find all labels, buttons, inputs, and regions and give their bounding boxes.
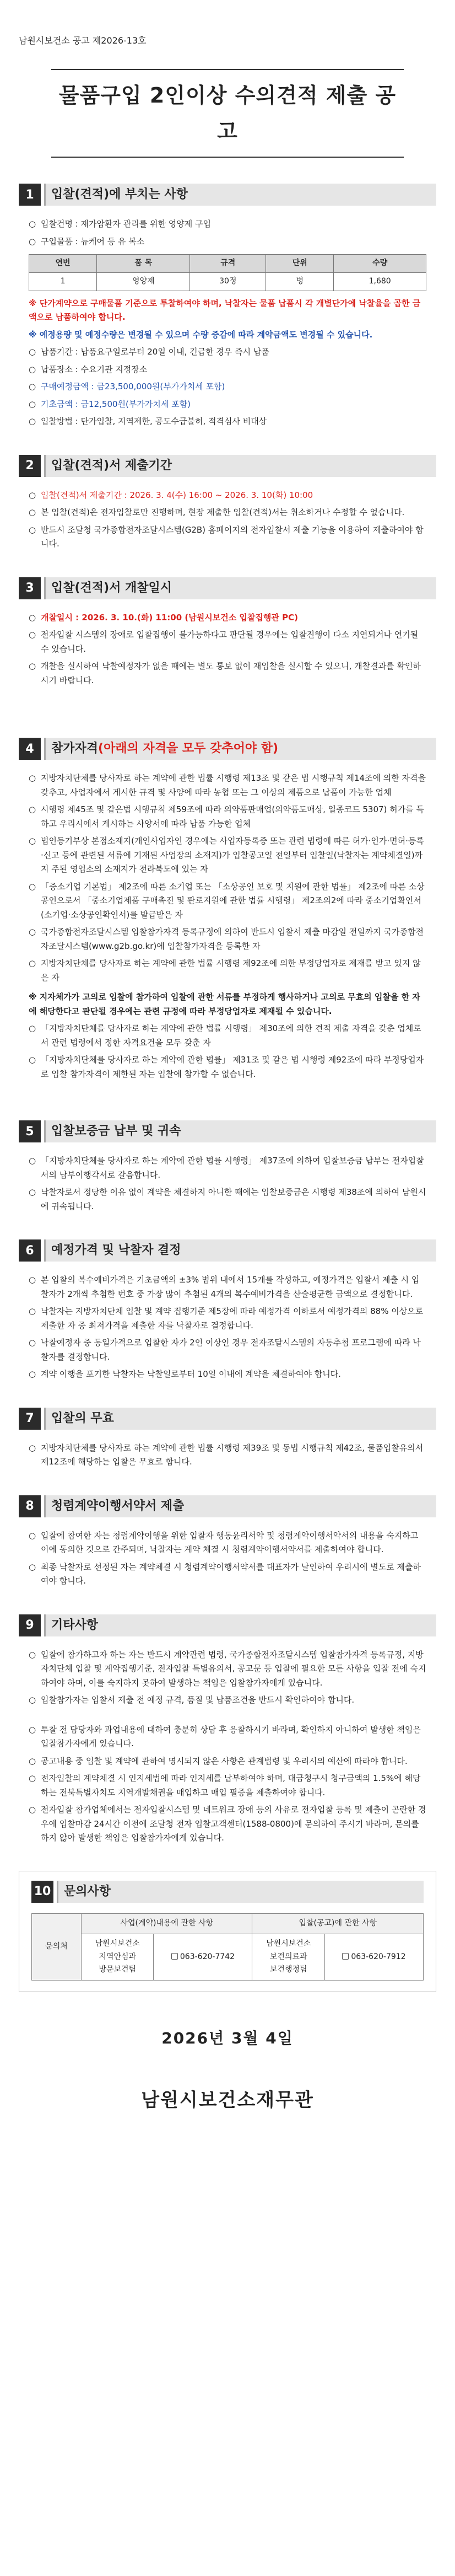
list-item: ○ 구매예정금액 : 금23,500,000원(부가가치세 포함) [29, 382, 225, 392]
section-number: 8 [19, 1495, 41, 1517]
section-title-note: (아래의 자격을 모두 갖추어야 함) [98, 742, 279, 756]
list-item: ○ 입찰(견적)서 제출기간 : 2026. 3. 4(수) 16:00 ~ 2026. 3. 10(화) 10:00 [29, 490, 313, 500]
list-item: ○ 개찰일시 : 2026. 3. 10.(화) 11:00 (남원시보건소 입찰집행관 PC) [29, 612, 298, 622]
section-4-body [19, 760, 436, 1081]
section-title: 입찰(견적)에 부치는 사항 [44, 184, 436, 206]
list-item: ○ 지방자치단체를 당사자로 하는 계약에 관한 법률 시행령 제39조 및 동법 시행규칙 제42조, 물품입찰유의서 제12조에 해당하는 입찰은 무효로 합니다. [29, 1442, 424, 1467]
contact-col2-dept: 남원시보건소 보건의료과 보건행정팀 [252, 1934, 324, 1980]
list-item: ○ 전자입찰의 계약체결 시 인지세법에 따라 인지세를 납부하여야 하며, 대금청구시 청구금액의 1.5%에 해당하는 전북특별자치도 지역개발채권을 매입하고 매입 필증을 제출하여야 합니다. [29, 1773, 421, 1797]
list-item: ○ 「지방자치단체를 당사자로 하는 계약에 관한 법률」 제31조 및 같은 법 시행령 제92조에 따라 부정당업자로 입찰 참가자격이 제한된 자는 입찰에 참가할 수 없습니다. [29, 1055, 424, 1079]
notice-number: 남원시보건소 공고 제2026-13호 [19, 35, 147, 46]
section-title: 문의사항 [57, 1881, 424, 1903]
list-item: ○ 계약 이행을 포기한 낙찰자는 낙찰일로부터 10일 이내에 계약을 체결하여야 합니다. [29, 1369, 341, 1380]
section-title [44, 738, 436, 760]
section-3-header [19, 577, 436, 600]
list-item: ○ 투찰 전 담당자와 과업내용에 대하여 충분히 상담 후 응찰하시기 바라며, 확인하지 아니하여 발생한 책임은 입찰참가자에게 있습니다. [29, 1724, 421, 1749]
section-9-body [19, 1637, 436, 1845]
list-item: ○ 입찰방법 : 단가입찰, 지역제한, 공도수급불허, 적격심사 비대상 [29, 416, 267, 427]
section-2-body [19, 477, 436, 551]
section-8-header [19, 1495, 436, 1518]
list-item: ○ 본 입찰(견적)은 전자입찰로만 진행하며, 현장 제출한 입찰(견적)서는 취소하거나 수정할 수 없습니다. [29, 507, 405, 518]
list-item: ○ 입찰참가자는 입찰서 제출 전 예정 규격, 품질 및 납품조건을 반드시 확인하여야 합니다. [29, 1695, 355, 1705]
list-item: ○ 기초금액 : 금12,500원(부가가치세 포함) [29, 399, 191, 409]
section-10-header [31, 1880, 424, 1903]
list-item: ○ 납품장소 : 수요기관 지정장소 [29, 364, 148, 374]
issuer-name: 남원시보건소재무관 [141, 2089, 314, 2111]
section-title: 청렴계약이행서약서 제출 [44, 1495, 436, 1517]
contact-col1-dept: 남원시보건소 지역안심과 방문보건팀 [82, 1934, 154, 1980]
list-item: ○ 낙찰자는 지방자치단체 입찰 및 계약 집행기준 제5장에 따라 예정가격 이하로서 예정가격의 88% 이상으로 제출한 자 중 최저가격을 제출한 자를 낙찰자로 결정합니다. [29, 1306, 424, 1330]
table-header-row: 연번 품 목 규격 단위 수량 [29, 255, 426, 273]
section-title: 입찰의 무효 [44, 1408, 436, 1430]
list-item: ○ 법인등기부상 본점소재지(개인사업자인 경우에는 사업자등록증 또는 관련 법령에 따른 허가·인가·면허·등록·신고 등에 관련된 서류에 기재된 사업장의 소재지)가 입찰공고일 전일부터 입찰일(낙찰자는 계약체결일)까지 주된 영업소의 소재지가 전라북도에 있는 자 [29, 836, 424, 874]
list-item: ○ 「지방자치단체를 당사자로 하는 계약에 관한 법률 시행령」 제37조에 의하여 입찰보증금 납부는 전자입찰서의 납부이행각서로 갈음합니다. [29, 1156, 424, 1180]
section-7-header [19, 1407, 436, 1430]
contact-box [19, 1871, 436, 1992]
note-red: ※ 단가계약으로 구매물품 기준으로 투찰하여야 하며, 낙찰자는 물품 납품시 각 개별단가에 낙찰율을 곱한 금액으로 납품하여야 합니다. [29, 298, 421, 323]
section-number: 2 [19, 455, 41, 477]
section-5-header [19, 1120, 436, 1143]
section-1-body [19, 206, 436, 429]
section-4-header [19, 737, 436, 760]
list-item: ○ 입찰에 참여한 자는 청렴계약이행을 위한 입찰자 행동윤리서약 및 청렴계약이행서약서의 내용을 숙지하고 이에 동의한 것으로 간주되며, 낙찰자는 계약 체결 시 청렴계약이행서약서를 제출하여야 합니다. [29, 1530, 419, 1555]
list-item: ○ 개찰을 실시하여 낙찰예정자가 없을 때에는 별도 통보 없이 재입찰을 실시할 수 있으니, 개찰결과를 확인하시기 바랍니다. [29, 661, 421, 685]
section-title: 예정가격 및 낙찰자 결정 [44, 1239, 436, 1262]
phone-icon [171, 1953, 178, 1960]
section-3-body [19, 600, 436, 688]
section-title: 입찰보증금 납부 및 귀속 [44, 1120, 436, 1142]
section-number: 10 [31, 1881, 53, 1903]
list-item: ○ 최종 낙찰자로 선정된 자는 계약체결 시 청렴계약이행서약서를 대표자가 날인하여 우리시에 별도로 제출하여야 합니다. [29, 1561, 421, 1586]
list-item: ○ 낙찰예정자 중 동일가격으로 입찰한 자가 2인 이상인 경우 전자조달시스템의 자동추첨 프로그램에 따라 낙찰자를 결정합니다. [29, 1338, 421, 1362]
section-number: 6 [19, 1239, 41, 1262]
list-item: ○ 시행령 제45조 및 같은법 시행규칙 제59조에 따라 의약품판매업(의약품도매상, 일종코드 5307) 허가를 득하고 우리시에서 게시하는 사양서에 따라 납품 가능한 업체 [29, 804, 424, 829]
section-number: 7 [19, 1408, 41, 1430]
section-6-body [19, 1262, 436, 1382]
list-item: ○ 납품기간 : 납품요구일로부터 20일 이내, 긴급한 경우 즉시 납품 [29, 347, 269, 357]
contact-col1-phone[interactable]: 063-620-7742 [154, 1934, 252, 1980]
contact-col2-title: 입찰(공고)에 관한 사항 [252, 1913, 424, 1934]
section-title: 입찰(견적)서 제출기간 [44, 455, 436, 477]
section-2-header [19, 454, 436, 477]
table-row: 1 영양제 30정 병 1,680 [29, 273, 426, 291]
list-item: ○ 공고내용 중 입찰 및 계약에 관하여 명시되지 않은 사항은 관계법령 및 우리시의 예산에 따라야 합니다. [29, 1756, 408, 1766]
section-number: 9 [19, 1614, 41, 1636]
list-item: ○ 지방자치단체를 당사자로 하는 계약에 관한 법률 시행령 제92조에 의한 부정당업자로 제재를 받고 있지 않은 자 [29, 958, 421, 983]
contact-label: 문의처 [32, 1913, 82, 1980]
section-number: 3 [19, 577, 41, 599]
section-number: 5 [19, 1120, 41, 1142]
list-item: ○ 지방자치단체를 당사자로 하는 계약에 관한 법률 시행령 제13조 및 같은 법 시행규칙 제14조에 의한 자격을 갖추고, 사업자에서 게시한 규격 및 사양에 따라 농협 또는 그 이상의 제품으로 납품이 가능한 업체 [29, 773, 426, 797]
section-9-header [19, 1614, 436, 1637]
section-title: 기타사항 [44, 1614, 436, 1636]
list-item: ○ 전자입찰 시스템의 장애로 입찰집행이 불가능하다고 판단될 경우에는 입찰진행이 다소 지연되거나 연기될 수 있습니다. [29, 630, 419, 654]
list-item: ○ 본 입찰의 복수예비가격은 기초금액의 ±3% 범위 내에서 15개를 작성하고, 예정가격은 입찰서 제출 시 입찰자가 2개씩 추첨한 번호 중 가장 많이 추첨된 4개의 복수예비가격을 산술평균한 금액으로 결정합니다. [29, 1275, 420, 1299]
section-8-body [19, 1518, 436, 1588]
list-item: ○ 반드시 조달청 국가종합전자조달시스템(G2B) 홈페이지의 전자입찰서 제출 기능을 이용하여 제출하여야 합니다. [29, 524, 424, 549]
warning-note: ※ 지자체가가 고의로 입찰에 참가하여 입찰에 관한 서류를 부정하게 행사하거나 고의로 무효의 입찰을 한 자에 해당한다고 판단될 경우에는 관련 규정에 따라 부정당업자로 제재될 수 있습니다. [29, 992, 420, 1016]
contact-table [31, 1913, 424, 1981]
page-title: 물품구입 2인이상 수의견적 제출 공고 [51, 69, 404, 158]
list-item: ○ 전자입찰 참가업체에서는 전자입찰시스템 및 네트워크 장애 등의 사유로 전자입찰 등록 및 제출이 곤란한 경우에 입찰마감 24시간 이전에 조달청 전자 입찰고객센터(1588-0800)에 문의하여 주시기 바라며, 문의를 하지 않아 발생한 책임은 입찰참가자에게 있습니다. [29, 1805, 426, 1843]
list-item: ○ 입찰건명 : 재가암환자 관리를 위한 영양제 구입 [29, 219, 211, 229]
items-table [29, 254, 426, 291]
list-item: ○ 낙찰자로서 정당한 이유 없이 계약을 체결하지 아니한 때에는 입찰보증금은 시행령 제38조에 의하여 남원시에 귀속됩니다. [29, 1187, 426, 1211]
section-title: 입찰(견적)서 개찰일시 [44, 577, 436, 599]
section-5-body [19, 1143, 436, 1214]
section-number: 1 [19, 184, 41, 206]
contact-col2-phone[interactable]: 063-620-7912 [324, 1934, 423, 1980]
note-blue: ※ 예정용량 및 예정수량은 변경될 수 있으며 수량 증감에 따라 계약금액도 변경될 수 있습니다. [29, 329, 373, 340]
notice-date: 2026년 3월 4일 [161, 2029, 294, 2048]
table-row [32, 1934, 424, 1980]
list-item: ○ 「중소기업 기본법」 제2조에 따른 소기업 또는 「소상공인 보호 및 지원에 관한 법률」 제2조에 따른 소상공인으로서 「중소기업제품 구매촉진 및 판로지원에 관한 법률 시행령」 제2조의2에 따라 중소기업확인서(소기업·소상공인확인서)를 발급받은 자 [29, 881, 425, 920]
list-item: ○ 구입물품 : 뉴케어 등 유 복소 [29, 236, 145, 246]
section-1-header [19, 183, 436, 206]
section-number: 4 [19, 738, 41, 760]
section-7-body [19, 1430, 436, 1469]
list-item: ○ 국가종합전자조달시스템 입찰참가자격 등록규정에 의하여 반드시 입찰서 제출 마감일 전일까지 국가종합전자조달시스템(www.g2b.go.kr)에 입찰참가자격을 등록한 자 [29, 927, 424, 951]
section-title-text: 참가자격 [51, 742, 99, 756]
contact-col1-title: 사업(계약)내용에 관한 사항 [82, 1913, 252, 1934]
table-header-row [32, 1913, 424, 1934]
phone-icon [342, 1953, 349, 1960]
list-item: ○ 입찰에 참가하고자 하는 자는 반드시 계약관련 법령, 국가종합전자조달시스템 입찰참가자격 등록규정, 지방자치단체 입찰 및 계약집행기준, 전자입찰 특별유의서, 공고문 등 입찰에 필요한 모든 사항을 입찰 전에 숙지하여야 하며, 이를 숙지하지 못하여 발생하는 책임은 입찰참가자에게 있습니다. [29, 1649, 426, 1688]
section-6-header [19, 1239, 436, 1262]
list-item: ○ 「지방자치단체를 당사자로 하는 계약에 관한 법률 시행령」 제30조에 의한 견적 제출 자격을 갖춘 업체로서 관련 법령에서 정한 자격요건을 모두 갖춘 자 [29, 1023, 421, 1048]
